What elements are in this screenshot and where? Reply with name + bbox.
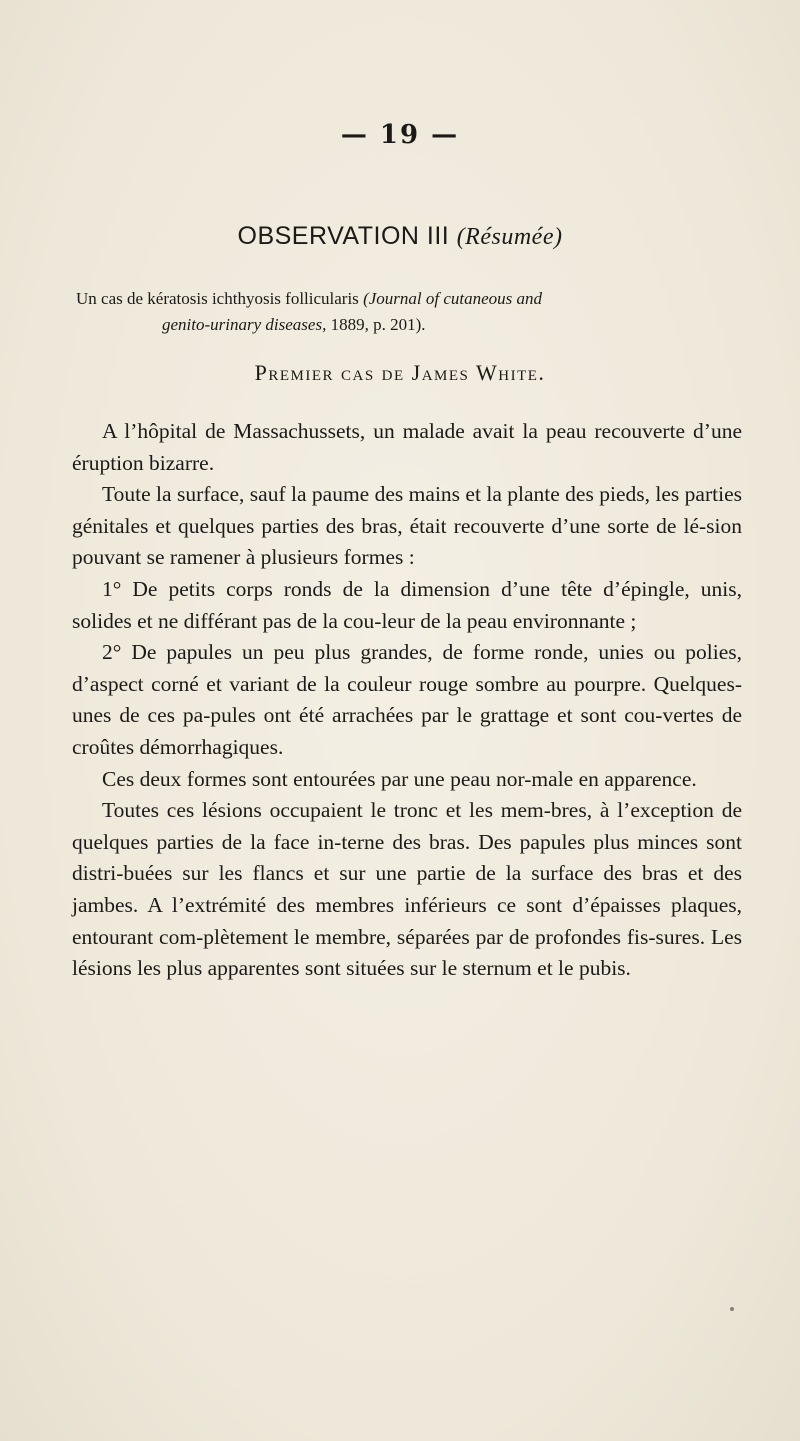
page-number: — 19 —: [340, 120, 460, 150]
citation-journal-1: (Journal of cutaneous and: [363, 289, 543, 308]
body-text: [72, 416, 742, 985]
observation-title-main: OBSERVATION III: [237, 222, 450, 250]
citation-reference: 1889, p. 201).: [330, 315, 426, 334]
paragraph-6: Toutes ces lésions occupaient le tronc et les mem-bres, à l’exception de quelques parties de la face in-terne des bras. Des papules plus minces sont distri-buées sur les flancs et sur une partie de la surface des bras et des jambes. A l’extrémité des membres inférieurs ce sont d’épaisses plaques, entourant com-plètement le membre, séparées par de profondes fis-sures. Les lésions les plus apparentes sont situées sur le sternum et le pubis.: [72, 798, 742, 981]
observation-title: [80, 222, 720, 251]
citation-text: Un cas de kératosis ichthyosis follicularis: [76, 289, 359, 308]
citation: [76, 286, 740, 338]
paragraph-4: 2° De papules un peu plus grandes, de forme ronde, unies ou polies, d’aspect corné et variant de la couleur rouge sombre au pourpre. Quelques-unes de ces pa-pules ont été arrachées par le grattage et sont cou-vertes de croûtes démorrhagiques.: [72, 640, 742, 759]
citation-journal-2: genito-urinary diseases,: [162, 315, 327, 334]
paragraph-1: A l’hôpital de Massachussets, un malade avait la peau recouverte d’une éruption bizarre.: [72, 419, 742, 475]
paragraph-5: Ces deux formes sont entourées par une peau nor-male en apparence.: [102, 766, 697, 791]
observation-title-subtitle: (Résumée): [456, 224, 563, 250]
section-heading: Premier cas de James White.: [254, 360, 546, 385]
paragraph-3: 1° De petits corps ronds de la dimension d’une tête d’épingle, unis, solides et ne différant pas de la cou-leur de la peau environnante ;: [72, 576, 742, 633]
paper-speck: [730, 1307, 734, 1311]
paragraph-2: Toute la surface, sauf la paume des mains et la plante des pieds, les parties génitales et quelques parties des bras, était recouverte d’une sorte de lé-sion pouvant se ramener à plusieurs formes :: [72, 482, 742, 570]
